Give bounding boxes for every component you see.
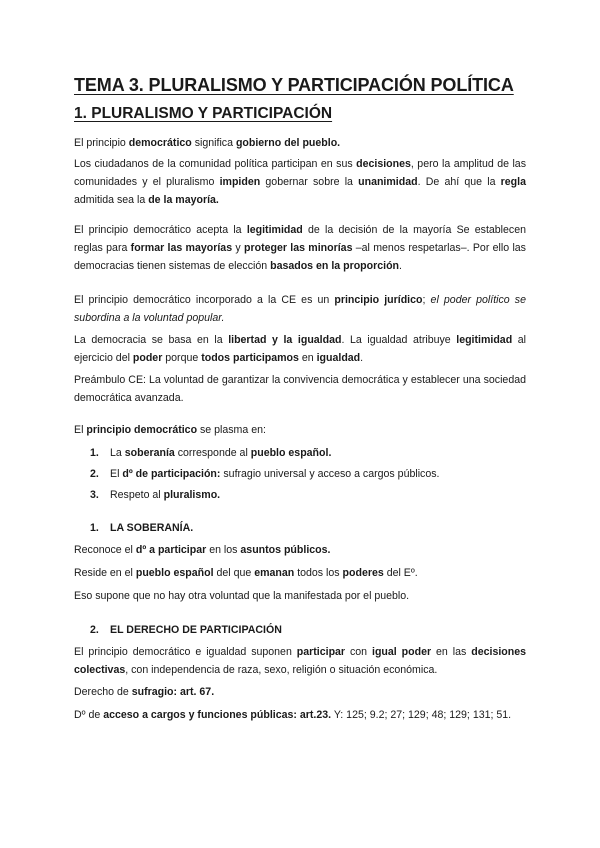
paragraph-reside: Reside en el pueblo español del que emanan todos los poderes del Eº. — [74, 567, 418, 579]
list-item: 2. El dº de participación: sufragio universal y acceso a cargos públicos. — [90, 468, 440, 480]
subsection-title-soberania: 1. LA SOBERANÍA. — [90, 522, 194, 534]
paragraph-legitimidad: El principio democrático acepta la legitimidad de la decisión de la mayoría Se establecen reglas para formar las mayorías y proteger las minorías –al menos respetarlas–. Por ello las democracias tienen sistemas de elección basados en la proporción. — [74, 224, 526, 272]
subsection-title-participacion: 2. EL DERECHO DE PARTICIPACIÓN — [90, 624, 282, 636]
paragraph-voluntad: Eso supone que no hay otra voluntad que la manifestada por el pueblo. — [74, 590, 410, 602]
section-title-pluralismo: 1. PLURALISMO Y PARTICIPACIÓN — [74, 105, 333, 122]
paragraph-acceso-cargos: Dº de acceso a cargos y funciones públicas: art.23. Y: 125; 9.2; 27; 129; 48; 129; 131; 51. — [74, 709, 512, 721]
paragraph-principio-democratico: El principio democrático significa gobierno del pueblo. — [74, 137, 341, 149]
paragraph-igualdad: El principio democrático e igualdad suponen participar con igual poder en las decisiones colectivas, con independencia de raza, sexo, religión o situación económica. — [74, 646, 527, 676]
list-item: 3. Respeto al pluralismo. — [90, 489, 221, 501]
paragraph-preambulo: Preámbulo CE: La voluntad de garantizar la convivencia democrática y establecer una sociedad democrática avanzada. — [74, 374, 526, 404]
paragraph-sufragio: Derecho de sufragio: art. 67. — [74, 686, 215, 698]
paragraph-principio-juridico: El principio democrático incorporado a la CE es un principio jurídico; el poder político se subordina a la voluntad popular. — [74, 294, 526, 324]
paragraph-reconoce: Reconoce el dº a participar en los asuntos públicos. — [74, 544, 331, 556]
paragraph-libertad-igualdad: La democracia se basa en la libertad y la igualdad. La igualdad atribuye legitimidad al ejercicio del poder porque todos participamos en igualdad. — [74, 334, 526, 364]
list-item: 1. La soberanía corresponde al pueblo español. — [90, 447, 332, 459]
paragraph-ciudadanos: Los ciudadanos de la comunidad política participan en sus decisiones, pero la amplitud de las comunidades y el pluralismo impiden gobernar sobre la unanimidad. De ahí que la regla admitida sea la de la mayoría. — [74, 158, 526, 206]
document-title: TEMA 3. PLURALISMO Y PARTICIPACIÓN POLÍTICA — [74, 75, 514, 95]
paragraph-se-plasma: El principio democrático se plasma en: — [74, 424, 266, 436]
